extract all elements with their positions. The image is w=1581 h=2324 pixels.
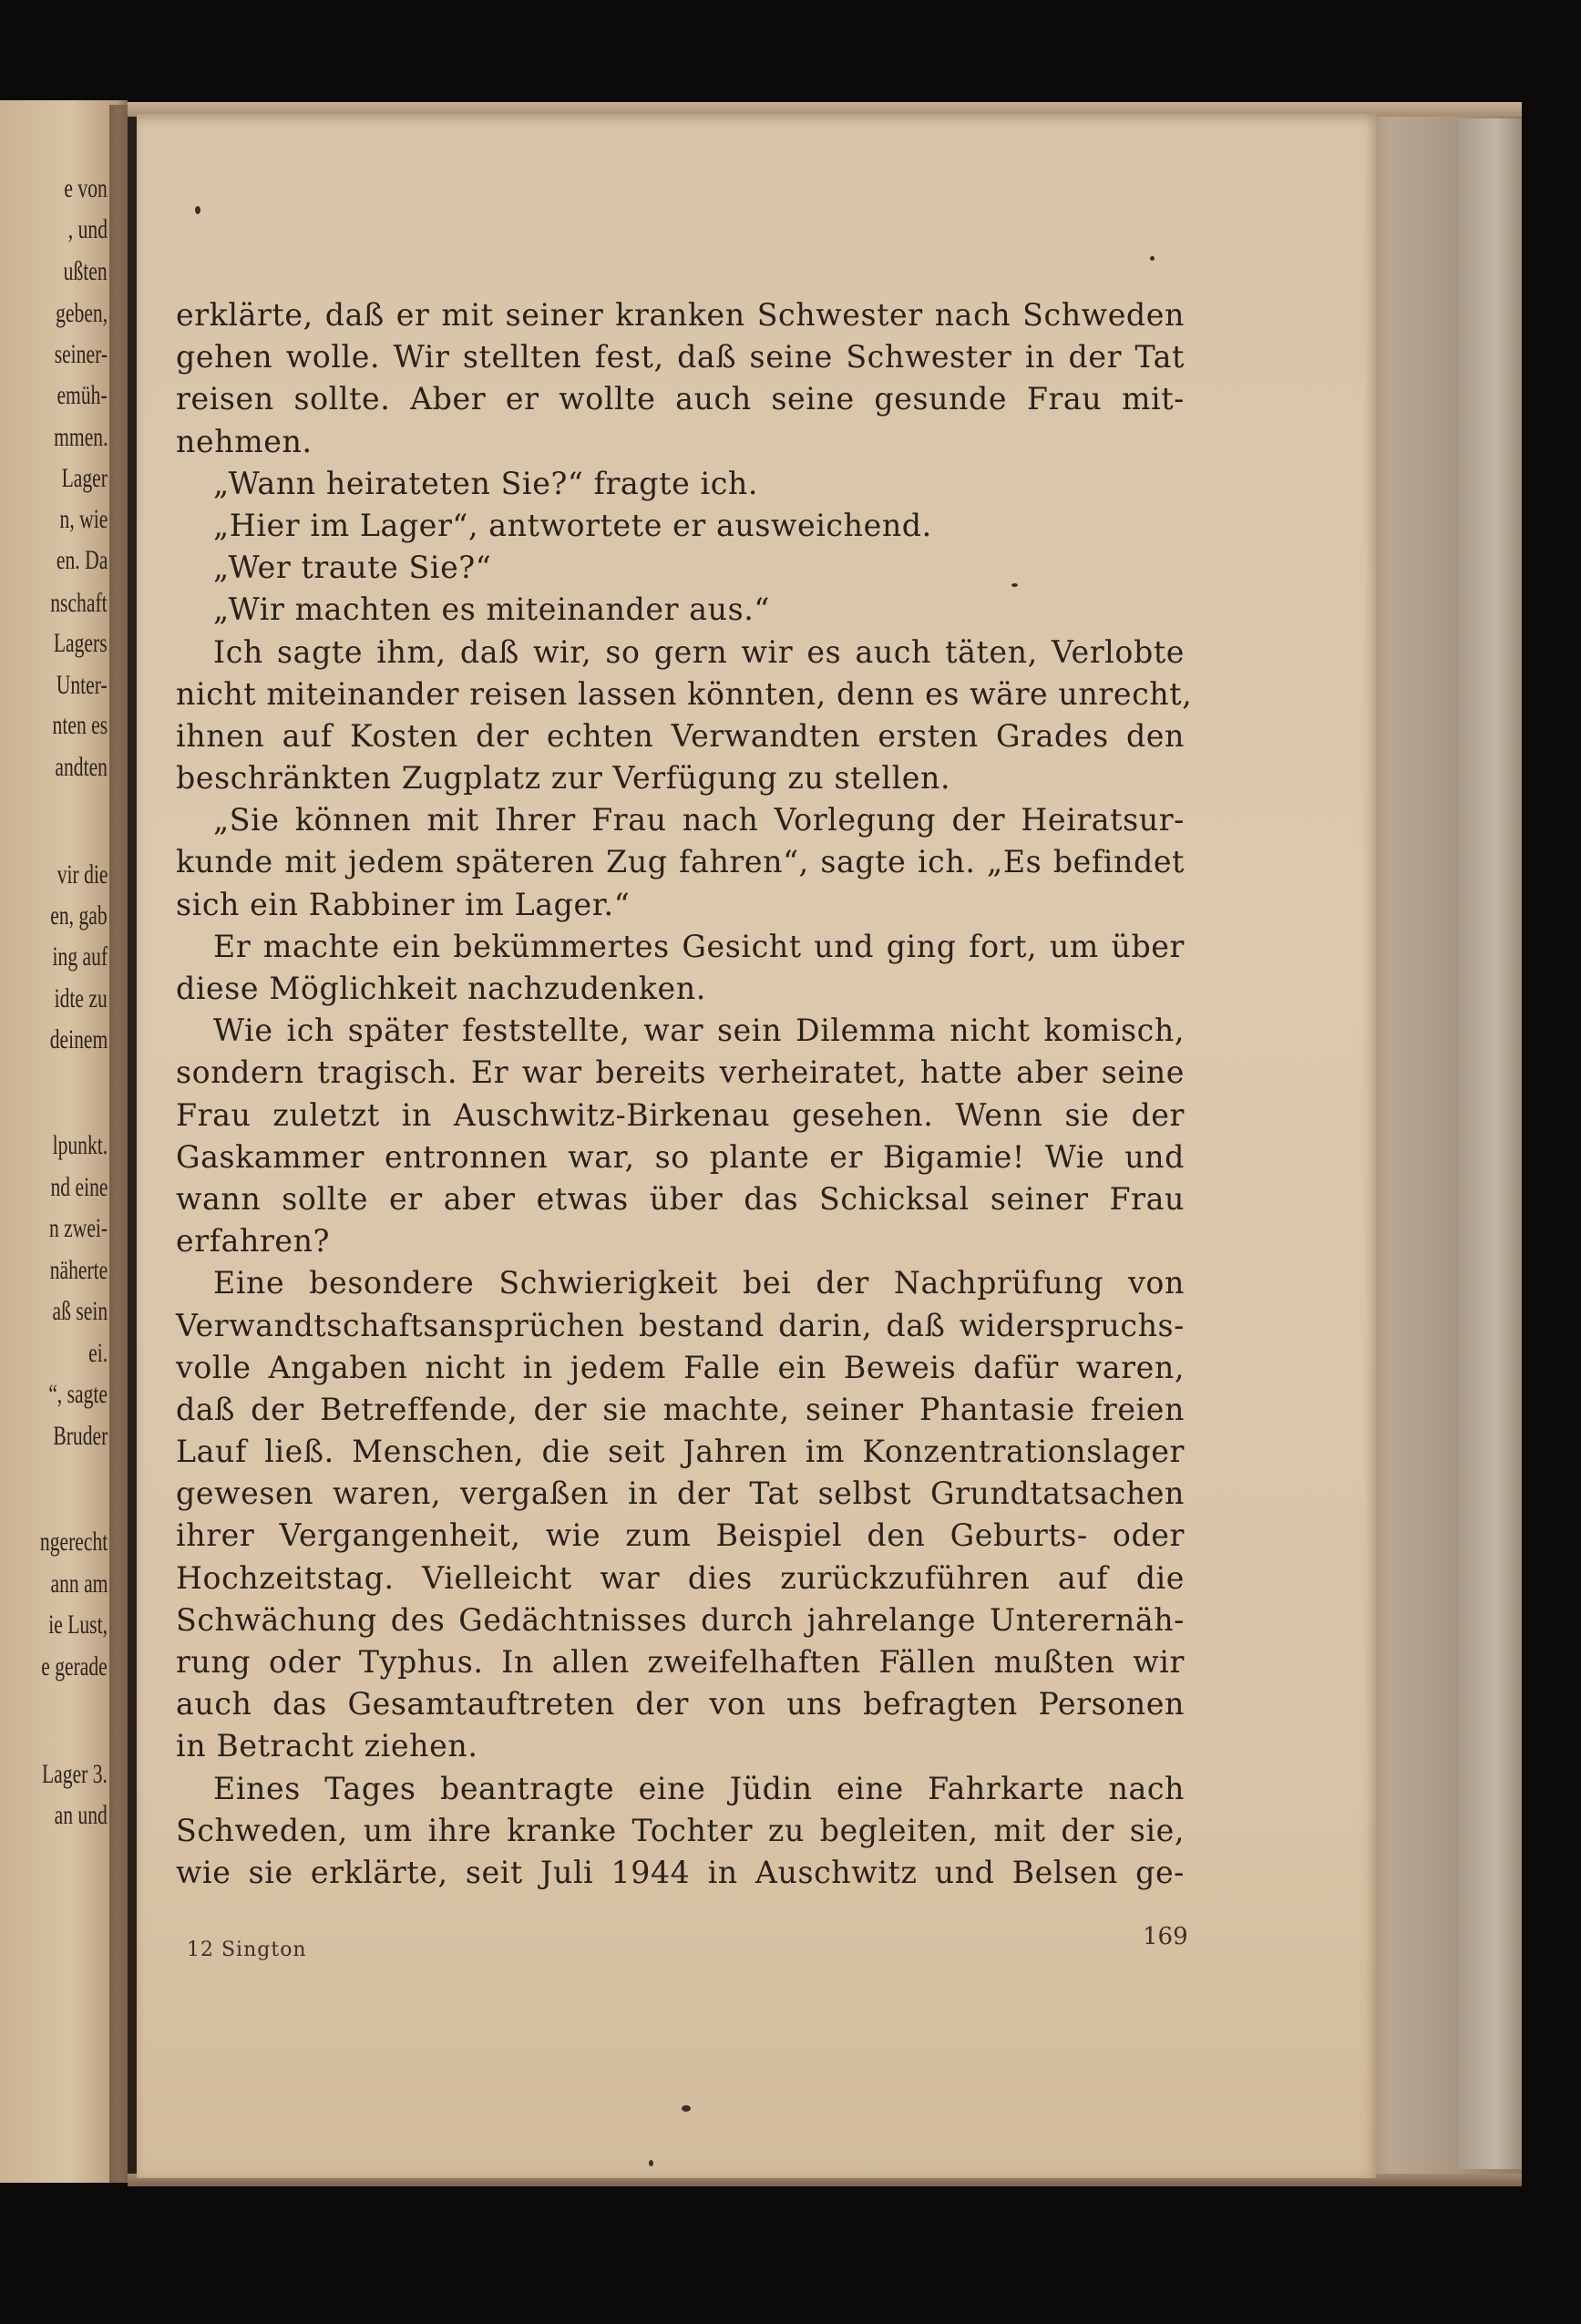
previous-page-text-fragment: n zwei- [48, 1213, 108, 1243]
previous-page-text-fragment: ngerecht [39, 1527, 108, 1557]
previous-page-text-fragment: “, sagte [48, 1379, 108, 1409]
previous-page-text-fragment: Lager [61, 463, 108, 493]
text-line: Verwandtschaftsansprüchen bestand darin, daß widerspruchs- [176, 1307, 1185, 1343]
paper-speck [1011, 583, 1018, 587]
text-line: daß der Betreffende, der sie machte, seiner Phantasie freien [176, 1391, 1185, 1427]
previous-page-text-fragment: nschaft [50, 588, 108, 618]
text-line: nicht miteinander reisen lassen könnten, denn es wäre unrecht, [176, 675, 1193, 712]
text-line: Er machte ein bekümmertes Gesicht und ging fort, um über [213, 928, 1185, 964]
previous-page-text-fragment: e gerade [41, 1651, 108, 1681]
text-line: „Wir machten es miteinander aus.“ [213, 591, 770, 628]
text-line: „Hier im Lager“, antwortete er ausweichend. [213, 507, 932, 543]
text-line: sondern tragisch. Er war bereits verheiratet, hatte aber seine [176, 1054, 1185, 1091]
previous-page-text-fragment: emüh- [56, 380, 108, 410]
text-line: gehen wolle. Wir stellten fest, daß seine Schwester in der Tat [176, 339, 1185, 375]
previous-page-text-fragment: andten [55, 752, 108, 782]
text-line: Wie ich später feststellte, war sein Dilemma nicht komisch, [213, 1013, 1185, 1049]
text-line: ihnen auf Kosten der echten Verwandten ersten Grades den [176, 717, 1185, 754]
previous-page-text-fragment: vir die [56, 859, 108, 889]
previous-page-text-fragment: lpunkt. [52, 1130, 108, 1160]
text-line: Gaskammer entronnen war, so plante er Bigamie! Wie und [176, 1138, 1185, 1175]
text-line: auch das Gesamtauftreten der von uns befragten Personen [176, 1686, 1185, 1722]
previous-page-text-fragment: nten es [52, 710, 108, 740]
text-line: diese Möglichkeit nachzudenken. [176, 971, 706, 1006]
text-line: Eines Tages beantragte eine Jüdin eine Fahrkarte nach [213, 1770, 1185, 1806]
text-line: wann sollte er aber etwas über das Schicksal seiner Frau [176, 1180, 1185, 1217]
text-line: reisen sollte. Aber er wollte auch seine gesunde Frau mit- [176, 381, 1185, 417]
previous-page-text-fragment: aß sein [52, 1296, 108, 1326]
text-line: Eine besondere Schwierigkeit bei der Nachprüfung von [213, 1265, 1185, 1301]
previous-page-fragment [0, 100, 128, 2183]
previous-page-text-fragment: deinem [49, 1024, 108, 1054]
previous-page-text-fragment: ußten [64, 256, 108, 286]
body-text [176, 294, 1193, 1894]
paper-speck [1150, 256, 1155, 261]
text-line: Lauf ließ. Menschen, die seit Jahren im Konzentrationslager [176, 1434, 1185, 1470]
previous-page-text-fragment: ei. [88, 1338, 108, 1368]
previous-page-text-fragment: ing auf [52, 941, 108, 972]
text-line: wie sie erklärte, seit Juli 1944 in Auschwitz und Belsen ge- [176, 1854, 1185, 1890]
text-line: Schwächung des Gedächtnisses durch jahrelange Unterernäh- [176, 1601, 1185, 1638]
previous-page-text-fragment: an und [54, 1800, 108, 1830]
text-line: gewesen waren, vergaßen in der Tat selbst Grundtatsachen [176, 1476, 1185, 1512]
previous-page-text-fragment: n, wie [59, 504, 108, 534]
paper-speck [649, 2160, 653, 2166]
book-cover-edge-outer [1458, 118, 1522, 2169]
text-line: Hochzeitstag. Vielleicht war dies zurückzuführen auf die [176, 1559, 1185, 1596]
text-line: volle Angaben nicht in jedem Falle ein Beweis dafür waren, [176, 1349, 1185, 1385]
text-line: rung oder Typhus. In allen zweifelhaften Fällen mußten wir [176, 1644, 1185, 1680]
text-line: kunde mit jedem späteren Zug fahren“, sagte ich. „Es befindet [176, 844, 1185, 880]
text-line: ihrer Vergangenheit, wie zum Beispiel den Geburts- oder [176, 1517, 1185, 1554]
text-line: nehmen. [176, 423, 313, 459]
previous-page-text-fragment: Unter- [56, 670, 108, 700]
text-line: Frau zuletzt in Auschwitz-Birkenau gesehen. Wenn sie der [176, 1096, 1185, 1133]
text-line: beschränkten Zugplatz zur Verfügung zu stellen. [176, 760, 951, 797]
text-line: erklärte, daß er mit seiner kranken Schwester nach Schweden [176, 297, 1185, 333]
previous-page-text-fragment: e von [64, 173, 108, 203]
previous-page-text-fragment: geben, [56, 298, 108, 328]
page-number: 169 [1143, 1923, 1188, 1950]
text-line: erfahren? [176, 1223, 331, 1260]
previous-page-text-fragment: en, gab [50, 900, 108, 931]
text-line: „Sie können mit Ihrer Frau nach Vorlegung der Heiratsur- [213, 802, 1185, 838]
text-line: „Wann heirateten Sie?“ fragte ich. [213, 465, 759, 501]
previous-page-text-fragment: nd eine [50, 1172, 108, 1202]
previous-page-text-fragment: Bruder [53, 1421, 108, 1451]
previous-page-text-fragment: mmen. [53, 422, 108, 452]
paper-speck [195, 206, 200, 214]
previous-page-text-fragment: Lager 3. [42, 1759, 108, 1789]
previous-page-text-fragment: idte zu [54, 983, 108, 1013]
text-line: in Betracht ziehen. [176, 1728, 478, 1764]
previous-page-text-fragment: , und [67, 214, 108, 244]
text-line: Ich sagte ihm, daß wir, so gern wir es auch täten, Verlobte [213, 633, 1185, 670]
printer-signature-mark: 12 Sington [187, 1938, 307, 1961]
paper-speck [682, 2105, 691, 2112]
previous-page-text-fragment: ann am [50, 1568, 108, 1599]
text-line: Schweden, um ihre kranke Tochter zu begleiten, mit der sie, [176, 1812, 1185, 1848]
previous-page-text-fragment: en. Da [56, 545, 108, 575]
previous-page-text-fragment: Lagers [54, 628, 108, 658]
previous-page-text-fragment: näherte [49, 1255, 108, 1285]
text-line: „Wer traute Sie?“ [213, 550, 492, 586]
text-line: sich ein Rabbiner im Lager.“ [176, 886, 631, 922]
previous-page-text-fragment: ie Lust, [48, 1609, 108, 1640]
previous-page-text-fragment: seiner- [54, 339, 108, 369]
